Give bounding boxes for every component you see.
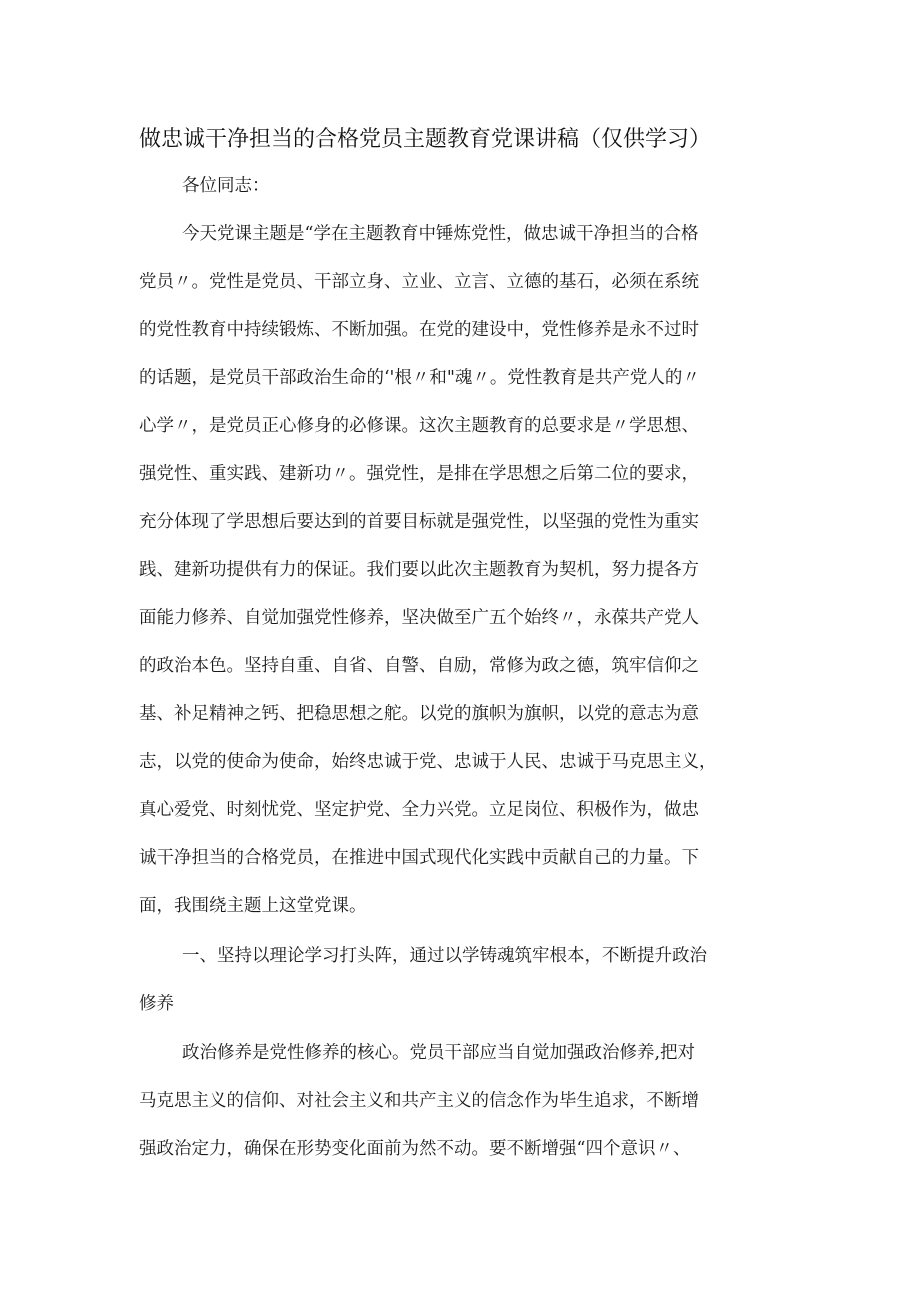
paragraph-line: 充分体现了学思想后要达到的首要目标就是强党性，以坚强的党性为重实 [139,512,699,532]
paragraph-line: 面能力修养、自觉加强党性修养，坚决做至广五个始终〃，永葆共产党人 [139,608,699,628]
paragraph-line: 的话题，是党员干部政治生命的‘'根〃和"魂〃。党性教育是共产党人的〃 [139,368,700,388]
paragraph-line: 的政治本色。坚持自重、自省、自警、自励，常修为政之德，筑牢信仰之 [139,656,699,676]
paragraph-line: 真心爱党、时刻忧党、坚定护党、全力兴党。立足岗位、积极作为，做忠 [139,800,699,820]
paragraph-line: 强政治定力，确保在形势变化面前为然不动。要不断增强“四个意识〃、 [139,1139,691,1159]
paragraph-intro [139,210,799,930]
paragraph-line: 强党性、重实践、建新功〃。强党性，是排在学思想之后第二位的要求， [139,464,699,484]
paragraph-line: 践、建新功提供有力的保证。我们要以此次主题教育为契机，努力提各方 [139,560,699,580]
paragraph-political-cultivation [139,1029,799,1173]
paragraph-line: 心学〃，是党员正心修身的必修课。这次主题教育的总要求是〃学思想、 [139,416,699,436]
heading-line: 修养 [139,994,174,1014]
paragraph-line: 基、补足精神之钙、把稳思想之舵。以党的旗帜为旗帜，以党的意志为意 [139,704,699,724]
paragraph-line: 诚干净担当的合格党员，在推进中国式现代化实践中贡献自己的力量。下 [139,848,699,868]
greeting: 各位同志： [182,176,270,196]
paragraph-line: 马克思主义的信仰、对社会主义和共产主义的信念作为毕生追求，不断增 [139,1091,699,1111]
paragraph-line: 今天党课主题是“学在主题教育中锤炼党性，做忠诚干净担当的合格 [182,224,699,244]
paragraph-line: 面，我围绕主题上这堂党课。 [139,896,367,916]
paragraph-line: 的党性教育中持续锻炼、不断加强。在党的建设中，党性修养是永不过时 [139,320,699,340]
paragraph-line: 政治修养是党性修养的核心。党员干部应当自觉加强政治修养,把对 [182,1043,696,1063]
document-title: 做忠诚干净担当的合格党员主题教育党课讲稿（仅供学习） [139,127,712,152]
section-heading-1 [139,932,799,1028]
paragraph-line: 志，以党的使命为使命，始终忠诚于党、忠诚于人民、忠诚于马克思主义， [139,752,717,772]
paragraph-line: 党员〃。党性是党员、干部立身、立业、立言、立德的基石，必须在系统 [139,272,699,292]
heading-line: 一、坚持以理论学习打头阵，通过以学铸魂筑牢根本，不断提升政治 [182,946,707,966]
